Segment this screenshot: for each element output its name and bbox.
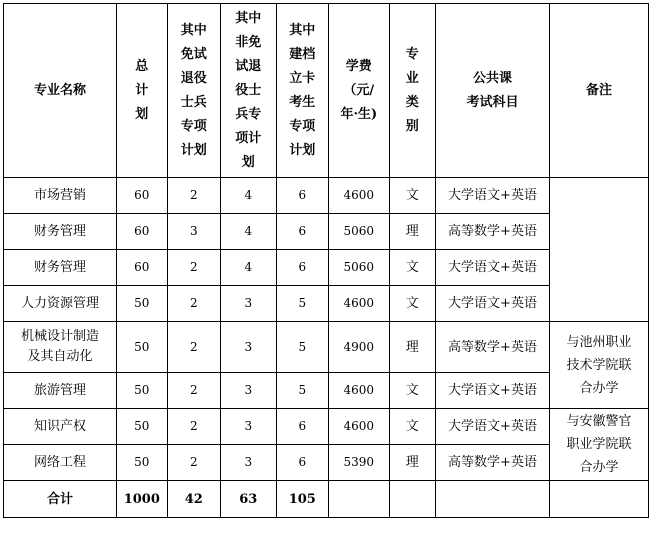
totals-poverty: 105 [276, 481, 328, 518]
header-total: 总 计 划 [117, 4, 167, 178]
cell-category: 理 [389, 445, 435, 481]
totals-note-empty [550, 481, 649, 518]
cell-total: 50 [117, 286, 167, 322]
cell-veteran-exempt: 2 [167, 286, 220, 322]
cell-poverty: 6 [276, 178, 328, 214]
cell-total: 50 [117, 373, 167, 409]
cell-veteran-exempt: 3 [167, 214, 220, 250]
cell-poverty: 6 [276, 445, 328, 481]
cell-category: 理 [389, 322, 435, 373]
cell-exam: 大学语文+英语 [435, 178, 549, 214]
table-row [4, 409, 649, 445]
header-exam-subjects: 公共课 考试科目 [435, 4, 549, 178]
cell-major: 知识产权 [4, 409, 117, 445]
header-poverty-plan: 其中 建档 立卡 考生 专项 计划 [276, 4, 328, 178]
cell-tuition: 4600 [329, 373, 390, 409]
cell-poverty: 5 [276, 286, 328, 322]
cell-poverty: 5 [276, 322, 328, 373]
cell-total: 50 [117, 445, 167, 481]
cell-veteran-exempt: 2 [167, 409, 220, 445]
cell-exam: 高等数学+英语 [435, 322, 549, 373]
cell-major: 机械设计制造 及其自动化 [4, 322, 117, 373]
cell-exam: 大学语文+英语 [435, 373, 549, 409]
cell-major: 旅游管理 [4, 373, 117, 409]
cell-veteran-exempt: 2 [167, 250, 220, 286]
cell-tuition: 4600 [329, 409, 390, 445]
table-row [4, 322, 649, 373]
cell-major: 财务管理 [4, 250, 117, 286]
header-category: 专 业 类 别 [389, 4, 435, 178]
cell-poverty: 5 [276, 373, 328, 409]
cell-veteran-non-exempt: 4 [221, 250, 277, 286]
totals-exam-empty [435, 481, 549, 518]
cell-note-empty [550, 178, 649, 322]
cell-exam: 大学语文+英语 [435, 286, 549, 322]
cell-category: 文 [389, 178, 435, 214]
cell-veteran-non-exempt: 3 [221, 322, 277, 373]
cell-category: 文 [389, 286, 435, 322]
cell-total: 60 [117, 250, 167, 286]
cell-veteran-non-exempt: 3 [221, 373, 277, 409]
enrollment-plan-table [3, 3, 649, 518]
header-tuition: 学费 （元/ 年·生) [329, 4, 390, 178]
cell-veteran-non-exempt: 3 [221, 286, 277, 322]
cell-exam: 大学语文+英语 [435, 409, 549, 445]
totals-label: 合计 [4, 481, 117, 518]
cell-exam: 高等数学+英语 [435, 214, 549, 250]
cell-tuition: 5390 [329, 445, 390, 481]
header-veteran-non-exempt: 其中 非免 试退 役士 兵专 项计 划 [221, 4, 277, 178]
cell-poverty: 6 [276, 250, 328, 286]
cell-veteran-non-exempt: 3 [221, 409, 277, 445]
cell-exam: 大学语文+英语 [435, 250, 549, 286]
cell-tuition: 4600 [329, 178, 390, 214]
table-row [4, 178, 649, 214]
table-header-row [4, 4, 649, 178]
cell-poverty: 6 [276, 214, 328, 250]
totals-category-empty [389, 481, 435, 518]
totals-total: 1000 [117, 481, 167, 518]
cell-veteran-non-exempt: 3 [221, 445, 277, 481]
cell-total: 50 [117, 409, 167, 445]
cell-category: 文 [389, 250, 435, 286]
totals-tuition-empty [329, 481, 390, 518]
header-veteran-exempt: 其中 免试 退役 士兵 专项 计划 [167, 4, 220, 178]
header-major: 专业名称 [4, 4, 117, 178]
cell-total: 60 [117, 214, 167, 250]
cell-exam: 高等数学+英语 [435, 445, 549, 481]
cell-major: 人力资源管理 [4, 286, 117, 322]
cell-veteran-non-exempt: 4 [221, 214, 277, 250]
cell-tuition: 4600 [329, 286, 390, 322]
cell-tuition: 5060 [329, 214, 390, 250]
cell-category: 理 [389, 214, 435, 250]
cell-tuition: 5060 [329, 250, 390, 286]
totals-row [4, 481, 649, 518]
cell-total: 50 [117, 322, 167, 373]
cell-category: 文 [389, 409, 435, 445]
cell-total: 60 [117, 178, 167, 214]
header-note: 备注 [550, 4, 649, 178]
cell-major: 财务管理 [4, 214, 117, 250]
cell-major: 市场营销 [4, 178, 117, 214]
cell-veteran-exempt: 2 [167, 178, 220, 214]
cell-category: 文 [389, 373, 435, 409]
cell-poverty: 6 [276, 409, 328, 445]
cell-note-chizhou: 与池州职业 技术学院联 合办学 [550, 322, 649, 409]
totals-veteran-exempt: 42 [167, 481, 220, 518]
cell-veteran-exempt: 2 [167, 373, 220, 409]
cell-veteran-exempt: 2 [167, 445, 220, 481]
cell-veteran-non-exempt: 4 [221, 178, 277, 214]
cell-major: 网络工程 [4, 445, 117, 481]
cell-tuition: 4900 [329, 322, 390, 373]
cell-note-anhui-police: 与安徽警官 职业学院联 合办学 [550, 409, 649, 481]
cell-veteran-exempt: 2 [167, 322, 220, 373]
totals-veteran-non-exempt: 63 [221, 481, 277, 518]
